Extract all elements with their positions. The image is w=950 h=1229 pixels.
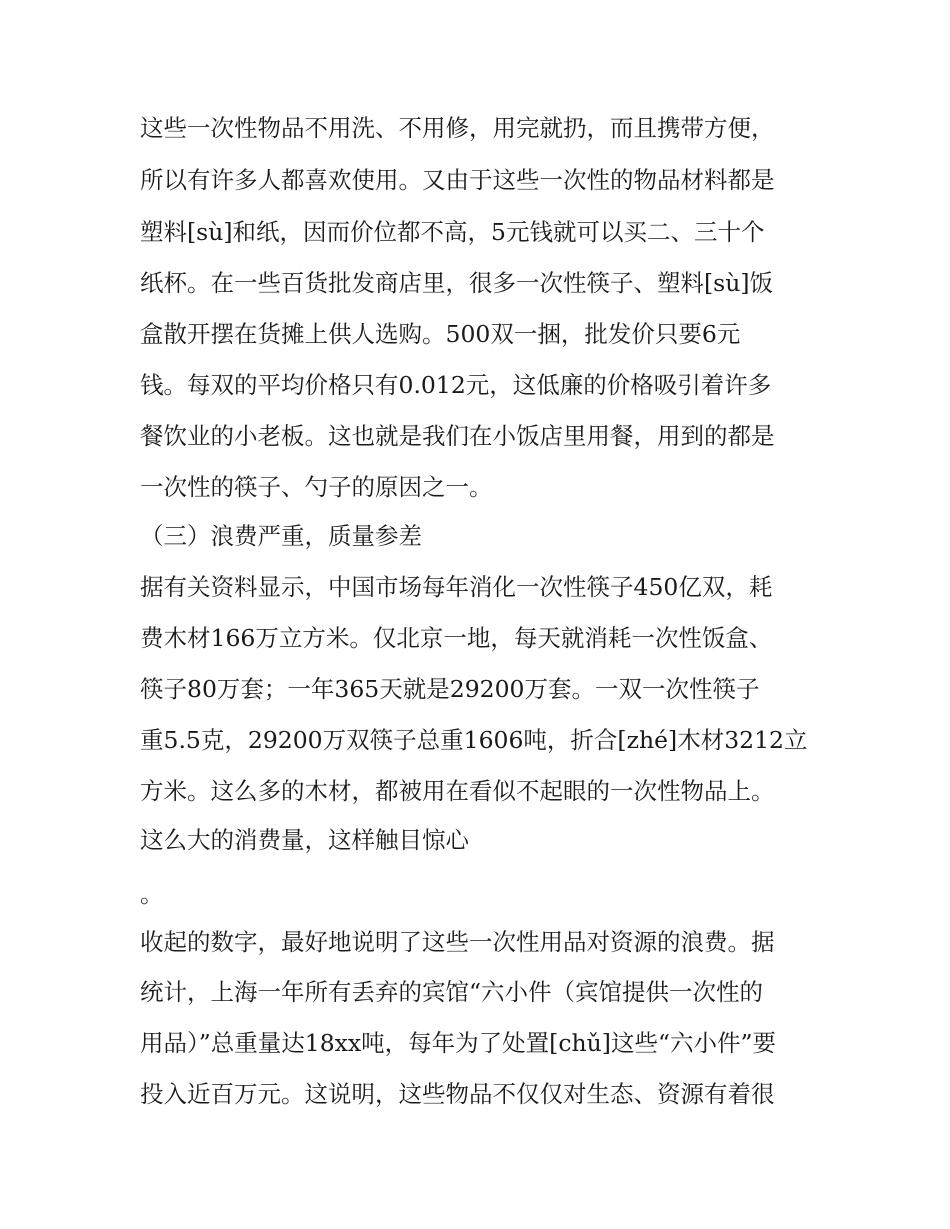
paragraph-line: 纸杯。在一些百货批发商店里，很多一次性筷子、塑料[sù]饭 [140, 269, 774, 297]
paragraph-line: 重5.5克，29200万双筷子总重1606吨，折合[zhé]木材3212立 [140, 726, 808, 754]
paragraph-line: 统计，上海一年所有丢弃的宾馆“六小件（宾馆提供一次性的 [140, 978, 764, 1006]
section-heading: （三）浪费严重，质量参差 [140, 522, 422, 550]
paragraph-line: 用品）”总重量达18xx吨，每年为了处置[chǔ]这些“六小件”要 [140, 1029, 776, 1057]
paragraph-line: 所以有许多人都喜欢使用。又由于这些一次性的物品材料都是 [140, 166, 775, 194]
paragraph-line: 筷子80万套；一年365天就是29200万套。一双一次性筷子 [140, 675, 760, 703]
paragraph-line: 。 [140, 880, 164, 908]
paragraph-line: 费木材166万立方米。仅北京一地，每天就消耗一次性饭盒、 [140, 624, 773, 652]
paragraph-line: 投入近百万元。这说明，这些物品不仅仅对生态、资源有着很 [140, 1080, 775, 1108]
paragraph-line: 据有关资料显示，中国市场每年消化一次性筷子450亿双，耗 [140, 573, 773, 601]
paragraph-line: 钱。每双的平均价格只有0.012元，这低廉的价格吸引着许多 [140, 371, 772, 399]
paragraph-line: 方米。这么多的木材，都被用在看似不起眼的一次性物品上。 [140, 777, 775, 805]
paragraph-line: 这么大的消费量，这样触目惊心 [140, 826, 469, 854]
paragraph-line: 一次性的筷子、勺子的原因之一。 [140, 473, 493, 501]
paragraph-line: 塑料[sù]和纸，因而价位都不高，5元钱就可以买二、三十个 [140, 218, 765, 246]
paragraph-line: 盒散开摆在货摊上供人选购。500双一捆，批发价只要6元 [140, 320, 741, 348]
paragraph-line: 这些一次性物品不用洗、不用修，用完就扔，而且携带方便， [140, 114, 775, 142]
paragraph-line: 收起的数字，最好地说明了这些一次性用品对资源的浪费。据 [140, 928, 775, 956]
paragraph-line: 餐饮业的小老板。这也就是我们在小饭店里用餐，用到的都是 [140, 422, 775, 450]
